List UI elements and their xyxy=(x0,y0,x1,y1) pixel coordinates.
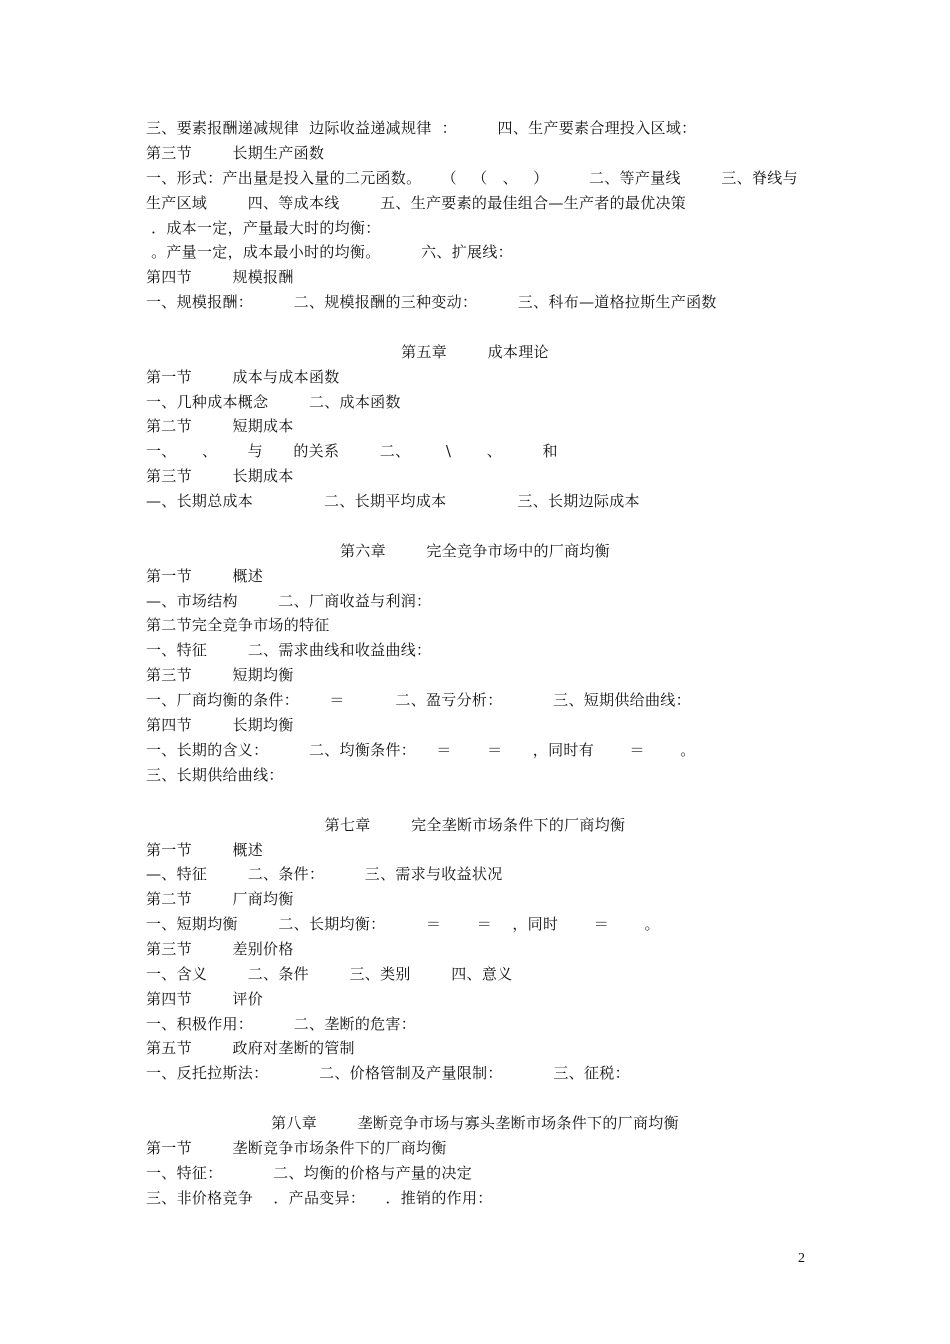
section-heading: 第二节完全竞争市场的特征 xyxy=(146,616,330,634)
text-line: 一、长期的含义： 二、均衡条件： ＝ ＝ ，同时有 ＝ 。 xyxy=(146,741,696,759)
text-line: 。产量一定，成本最小时的均衡。 六、扩展线： xyxy=(146,243,513,261)
section-heading: 第一节 成本与成本函数 xyxy=(146,368,340,386)
section-heading: 第四节 规模报酬 xyxy=(146,268,294,286)
text-line: —、特征 二、条件： 三、需求与收益状况 xyxy=(146,865,503,883)
text-line: 一、规模报酬： 二、规模报酬的三种变动： 三、科布—道格拉斯生产函数 xyxy=(146,293,717,311)
section-heading: 第四节 长期均衡 xyxy=(146,716,294,734)
text-line: 三、要素报酬递减规律 边际收益递减规律 ： 四、生产要素合理投入区域： xyxy=(146,119,697,137)
text-line: 一、形式：产出量是投入量的二元函数。 （ （ 、 ） 二、等产量线 三、脊线与 xyxy=(146,169,798,187)
chapter-heading: 第六章 完全竞争市场中的厂商均衡 xyxy=(339,542,611,560)
section-heading: 第一节 概述 xyxy=(146,841,264,859)
text-line: 生产区域 四、等成本线 五、生产要素的最佳组合—生产者的最优决策 xyxy=(146,194,687,212)
text-line: 一、 、 与 的关系 二、 \ 、 和 xyxy=(146,442,558,460)
chapter-heading: 第五章 成本理论 xyxy=(401,343,549,361)
section-heading: 第三节 长期生产函数 xyxy=(146,144,325,162)
chapter-heading: 第八章 垄断竞争市场与寡头垄断市场条件下的厂商均衡 xyxy=(271,1114,679,1132)
section-heading: 第三节 短期均衡 xyxy=(146,666,294,684)
section-heading: 第一节 概述 xyxy=(146,567,264,585)
text-line: 一、短期均衡 二、长期均衡： ＝ ＝ ，同时 ＝ 。 xyxy=(146,915,660,933)
text-line: 一、积极作用： 二、垄断的危害： xyxy=(146,1015,417,1033)
page-number: 2 xyxy=(798,1251,805,1266)
section-heading: 第三节 差别价格 xyxy=(146,940,294,958)
text-line: 一、特征 二、需求曲线和收益曲线： xyxy=(146,641,432,659)
text-line: 一、特征： 二、均衡的价格与产量的决定 xyxy=(146,1164,473,1182)
text-line: 三、非价格竞争 ．产品变异： ．推销的作用： xyxy=(146,1189,493,1207)
chapter-heading: 第七章 完全垄断市场条件下的厂商均衡 xyxy=(324,816,626,834)
section-heading: 第二节 短期成本 xyxy=(146,417,294,435)
section-heading: 第一节 垄断竞争市场条件下的厂商均衡 xyxy=(146,1139,447,1157)
section-heading: 第四节 评价 xyxy=(146,990,264,1008)
text-line: ．成本一定，产量最大时的均衡： xyxy=(146,219,381,237)
section-heading: 第二节 厂商均衡 xyxy=(146,890,294,908)
text-line: —、长期总成本 二、长期平均成本 三、长期边际成本 xyxy=(146,492,640,510)
section-heading: 第五节 政府对垄断的管制 xyxy=(146,1039,355,1057)
section-heading: 第三节 长期成本 xyxy=(146,467,294,485)
text-line: 三、长期供给曲线： xyxy=(146,766,284,784)
text-line: 一、厂商均衡的条件： ＝ 二、盈亏分析： 三、短期供给曲线： xyxy=(146,691,691,709)
text-line: 一、几种成本概念 二、成本函数 xyxy=(146,393,401,411)
text-line: 一、反托拉斯法： 二、价格管制及产量限制： 三、征税： xyxy=(146,1064,630,1082)
text-line: —、市场结构 二、厂商收益与利润： xyxy=(146,592,432,610)
text-line: 一、含义 二、条件 三、类别 四、意义 xyxy=(146,965,513,983)
